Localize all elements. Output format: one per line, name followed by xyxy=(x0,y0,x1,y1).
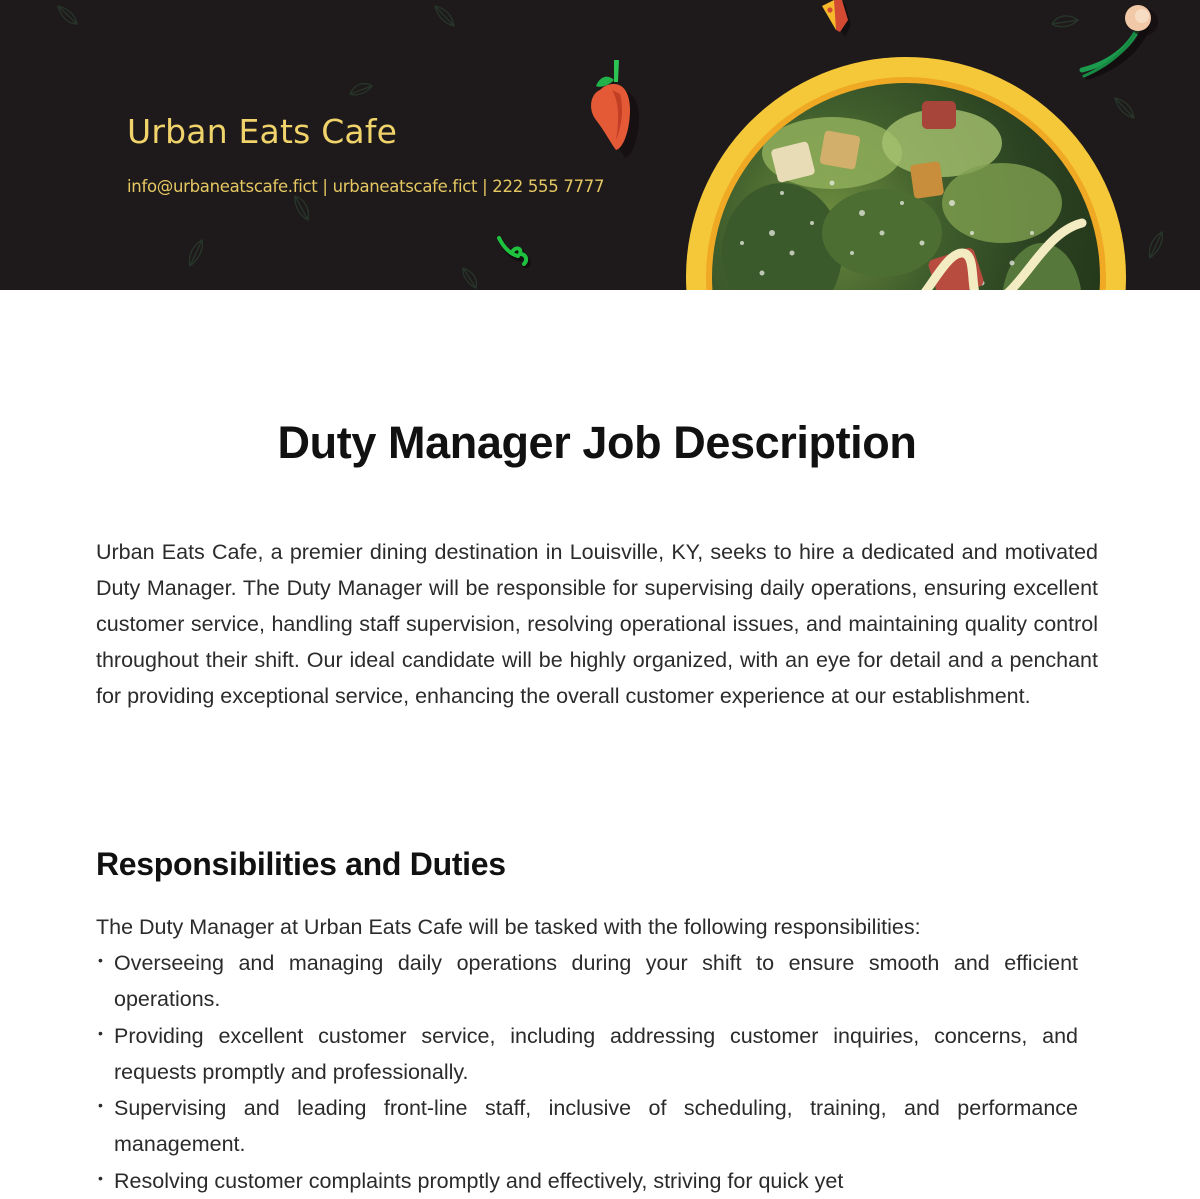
leaf-outline-icon xyxy=(292,194,312,222)
brand-contact-info[interactable]: info@urbaneatscafe.fict | urbaneatscafe.fict | 222 555 7777 xyxy=(127,177,605,196)
section-lead-text: The Duty Manager at Urban Eats Cafe will be tasked with the following responsibilities: xyxy=(96,915,921,939)
leaf-outline-icon xyxy=(432,4,458,30)
bullet-icon: • xyxy=(98,1169,103,1186)
leaf-outline-icon xyxy=(1112,96,1138,122)
letterhead-banner xyxy=(0,0,1200,290)
leaf-outline-icon xyxy=(348,80,374,98)
list-item-text: Resolving customer complaints promptly and effectively, striving for quick yet xyxy=(114,1168,844,1193)
bullet-icon: • xyxy=(98,1097,103,1114)
list-item-text: Supervising and leading front-line staff, inclusive of scheduling, training, and performance management. xyxy=(114,1096,1078,1157)
bullet-icon: • xyxy=(98,952,103,968)
leaf-outline-icon xyxy=(186,238,206,268)
leaf-outline-icon xyxy=(55,4,81,28)
section-heading-responsibilities: Responsibilities and Duties xyxy=(96,846,506,882)
cheese-wedge-icon xyxy=(818,0,858,40)
spring-onion-icon xyxy=(1076,4,1162,84)
list-item xyxy=(96,1090,1078,1163)
responsibilities-list xyxy=(96,945,1078,1199)
leaf-outline-icon xyxy=(460,266,480,290)
herb-sprig-icon xyxy=(494,234,534,268)
list-item xyxy=(96,1163,1078,1199)
chili-pepper-icon xyxy=(576,56,642,160)
brand-name: Urban Eats Cafe xyxy=(127,112,398,151)
intro-paragraph: Urban Eats Cafe, a premier dining destination in Louisville, KY, seeks to hire a dedicated and motivated Duty Manager. The Duty Manager will be responsible for supervising daily operations, ensuring excellent customer service, handling staff supervision, resolving operational issues, and maintaining quality control throughout their shift. Our ideal candidate will be highly organized, with an eye for detail and a penchant for providing exceptional service, enhancing the overall customer experience at our establishment. xyxy=(96,540,1098,708)
caesar-salad-illustration xyxy=(712,83,1100,290)
list-item-text: Overseeing and managing daily operations during your shift to ensure smooth and efficient operations. xyxy=(114,951,1078,1012)
salad-bowl-image xyxy=(686,57,1126,290)
leaf-outline-icon xyxy=(1146,230,1166,260)
page-title: Duty Manager Job Description xyxy=(277,417,917,468)
list-item xyxy=(96,1018,1078,1091)
bullet-icon: • xyxy=(98,1024,103,1041)
list-item-text: Providing excellent customer service, including addressing customer inquiries, concerns, and requests promptly and professionally. xyxy=(114,1023,1078,1084)
list-item xyxy=(96,945,1078,1018)
